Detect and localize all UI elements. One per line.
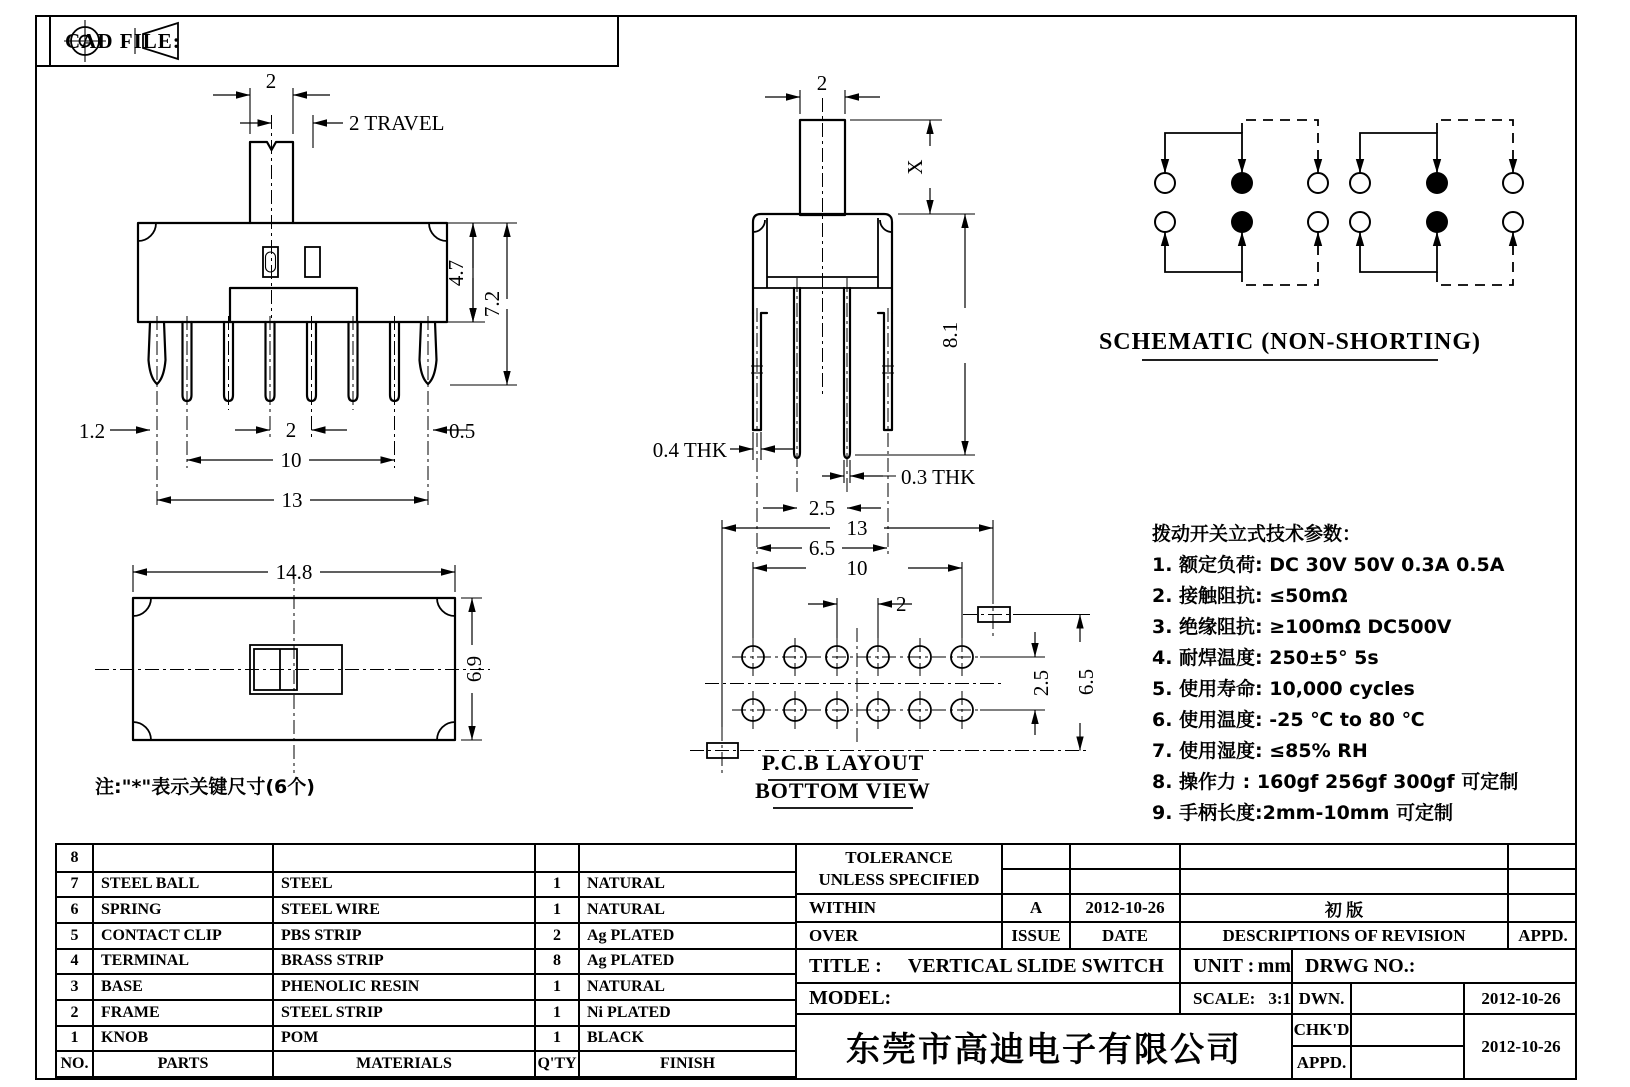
row-part: [92, 845, 272, 871]
empty-cell: [1507, 868, 1577, 893]
appd-header: APPD.: [1507, 921, 1577, 948]
spec-item: 3. 绝缘阻抗: ≥100mΩ DC500V: [1152, 616, 1452, 638]
dim-pcb-pin-pitch: 2: [896, 592, 907, 616]
row-finish: NATURAL: [578, 896, 795, 922]
row-no: 5: [57, 922, 92, 948]
appd-label: APPD.: [1291, 1045, 1350, 1078]
dim-pin-pitch: 2: [285, 418, 297, 442]
title-block: [797, 843, 1577, 1078]
row-finish: Ag PLATED: [578, 948, 795, 974]
drwg-no-cell: DRWG NO.:: [1291, 948, 1577, 982]
dwn-signature: [1350, 982, 1463, 1013]
empty-cell: [1069, 843, 1179, 868]
row-material: POM: [272, 1025, 534, 1051]
base-strip: [230, 288, 357, 322]
appd-signature: [1350, 1045, 1463, 1078]
unit-label: UNIT :: [1193, 954, 1255, 977]
dim-mount-span: 13: [281, 488, 303, 512]
dim-right-offset: 0.5: [449, 419, 476, 443]
chkd-date: 2012-10-26: [1463, 1013, 1577, 1078]
dim-pcb-mount-span: 13: [846, 516, 868, 540]
terminal-pins: [183, 322, 400, 401]
row-qty: 2: [534, 922, 578, 948]
date-label: DATE: [1069, 921, 1179, 948]
header-no: NO.: [57, 1050, 92, 1076]
row-no: 7: [57, 871, 92, 897]
spec-item: 2. 接触阻抗: ≤50mΩ: [1152, 585, 1348, 607]
dwn-date: 2012-10-26: [1463, 982, 1577, 1013]
dim-pin-span-side: 2.5: [808, 496, 836, 520]
dim-total-height: 7.2: [480, 290, 504, 318]
cad-file-label: CAD FILE:: [65, 28, 181, 53]
row-qty: 1: [534, 896, 578, 922]
dim-pin-thickness: 0.3 THK: [901, 465, 976, 489]
title-label: TITLE :: [809, 954, 882, 977]
header-qty: Q'TY: [534, 1050, 578, 1076]
spec-item: 6. 使用温度: -25 ℃ to 80 ℃: [1152, 709, 1425, 731]
row-material: STEEL: [272, 871, 534, 897]
title-value: VERTICAL SLIDE SWITCH: [907, 954, 1164, 977]
revision-date: 2012-10-26: [1069, 893, 1179, 921]
tolerance-line1: TOLERANCE: [845, 848, 953, 867]
row-qty: 1: [534, 973, 578, 999]
pcb-layout-drawing: [650, 480, 1110, 815]
empty-cell: [1069, 868, 1179, 893]
row-no: 4: [57, 948, 92, 974]
empty-cell: [1507, 843, 1577, 868]
schematic-title: SCHEMATIC (NON-SHORTING): [1098, 329, 1482, 355]
title-cell: [797, 948, 1179, 982]
chkd-label: CHK'D: [1291, 1013, 1350, 1045]
row-qty: 1: [534, 871, 578, 897]
tolerance-line2: UNLESS SPECIFIED: [818, 870, 980, 889]
row-material: BRASS STRIP: [272, 948, 534, 974]
row-material: PHENOLIC RESIN: [272, 973, 534, 999]
technical-specs: [1152, 519, 1592, 829]
dim-body-height-side: 8.1: [938, 321, 962, 349]
dim-knob-width-side: 2: [816, 71, 828, 95]
schematic-drawing: [1090, 95, 1580, 375]
row-qty: 1: [534, 999, 578, 1025]
parts-table: [55, 843, 797, 1078]
unit-cell: [1179, 948, 1291, 982]
third-angle-projection-icon: [37, 18, 187, 64]
pcb-layout-title: P.C.B LAYOUT: [761, 750, 925, 775]
row-part: TERMINAL: [92, 948, 272, 974]
cad-file-box: [35, 15, 619, 67]
header-finish: FINISH: [578, 1050, 795, 1076]
dim-pcb-pin-span: 10: [846, 556, 868, 580]
row-material: [272, 845, 534, 871]
issue-value: A: [1001, 893, 1069, 921]
dim-body-height: 4.7: [444, 259, 468, 287]
row-qty: [534, 845, 578, 871]
header-parts: PARTS: [92, 1050, 272, 1076]
key-dimension-note: 注:"*"表示关键尺寸(6个): [95, 776, 315, 798]
header-materials: MATERIALS: [272, 1050, 534, 1076]
specs-title: 拨动开关立式技术参数：: [1152, 523, 1362, 545]
row-material: STEEL WIRE: [272, 896, 534, 922]
row-part: BASE: [92, 973, 272, 999]
dim-top-width: 14.8: [275, 560, 313, 584]
row-part: STEEL BALL: [92, 871, 272, 897]
empty-cell: [1001, 868, 1069, 893]
dim-top-height: 6.9: [462, 655, 486, 683]
row-no: 3: [57, 973, 92, 999]
schematic-pole-2: [1350, 120, 1523, 285]
over-label: OVER: [797, 921, 1001, 948]
switch-body: [138, 223, 447, 322]
spec-item: 1. 额定负荷: DC 30V 50V 0.3A 0.5A: [1152, 554, 1505, 576]
row-qty: 1: [534, 1025, 578, 1051]
row-finish: BLACK: [578, 1025, 795, 1051]
empty-cell: [1179, 868, 1507, 893]
front-view-drawing: [55, 68, 565, 513]
row-qty: 8: [534, 948, 578, 974]
dim-travel: 2 TRAVEL: [349, 111, 445, 135]
unit-value: mm: [1257, 954, 1291, 977]
row-finish: [578, 845, 795, 871]
row-no: 6: [57, 896, 92, 922]
spec-item: 9. 手柄长度:2mm-10mm 可定制: [1152, 802, 1454, 824]
dim-leg-span: 6.5: [808, 536, 836, 560]
spec-item: 7. 使用湿度: ≤85% RH: [1152, 740, 1368, 762]
revision-header: DESCRIPTIONS OF REVISION: [1179, 921, 1507, 948]
row-finish: Ag PLATED: [578, 922, 795, 948]
dim-pcb-row-gap: 2.5: [1029, 669, 1053, 697]
empty-cell: [1001, 843, 1069, 868]
row-part: KNOB: [92, 1025, 272, 1051]
row-finish: Ni PLATED: [578, 999, 795, 1025]
dwn-label: DWN.: [1291, 982, 1350, 1013]
revision-description: 初 版: [1179, 893, 1507, 921]
dim-left-offset: 1.2: [78, 419, 106, 443]
scale-label: SCALE:: [1193, 988, 1256, 1008]
pcb-bottom-view-label: BOTTOM VIEW: [755, 778, 931, 803]
model-cell: MODEL:: [797, 982, 1179, 1013]
scale-value: 3:1: [1268, 988, 1291, 1008]
spec-item: 5. 使用寿命: 10,000 cycles: [1152, 678, 1415, 700]
row-finish: NATURAL: [578, 871, 795, 897]
top-view-drawing: [90, 515, 510, 815]
company-name: 东莞市高迪电子有限公司: [797, 1013, 1291, 1078]
dim-knob-height: X: [903, 159, 927, 175]
row-part: FRAME: [92, 999, 272, 1025]
spec-item: 4. 耐焊温度: 250±5° 5s: [1152, 647, 1379, 669]
row-part: CONTACT CLIP: [92, 922, 272, 948]
dim-pcb-pad-gap: 6.5: [1074, 668, 1098, 696]
row-no: 1: [57, 1025, 92, 1051]
spec-item: 8. 操作力 : 160gf 256gf 300gf 可定制: [1152, 771, 1519, 793]
empty-cell: [1507, 893, 1577, 921]
issue-label: ISSUE: [1001, 921, 1069, 948]
schematic-pole-1: [1155, 120, 1328, 285]
dim-knob-width: 2: [265, 69, 277, 93]
row-part: SPRING: [92, 896, 272, 922]
row-material: STEEL STRIP: [272, 999, 534, 1025]
row-material: PBS STRIP: [272, 922, 534, 948]
empty-cell: [1179, 843, 1507, 868]
dim-frame-thickness: 0.4 THK: [652, 438, 727, 462]
tolerance-cell: [797, 843, 1001, 893]
row-finish: NATURAL: [578, 973, 795, 999]
row-no: 2: [57, 999, 92, 1025]
row-no: 8: [70, 848, 79, 866]
within-label: WITHIN: [797, 893, 1001, 921]
scale-cell: [1179, 982, 1291, 1013]
chkd-signature: [1350, 1013, 1463, 1045]
dim-pin-span: 10: [280, 448, 302, 472]
